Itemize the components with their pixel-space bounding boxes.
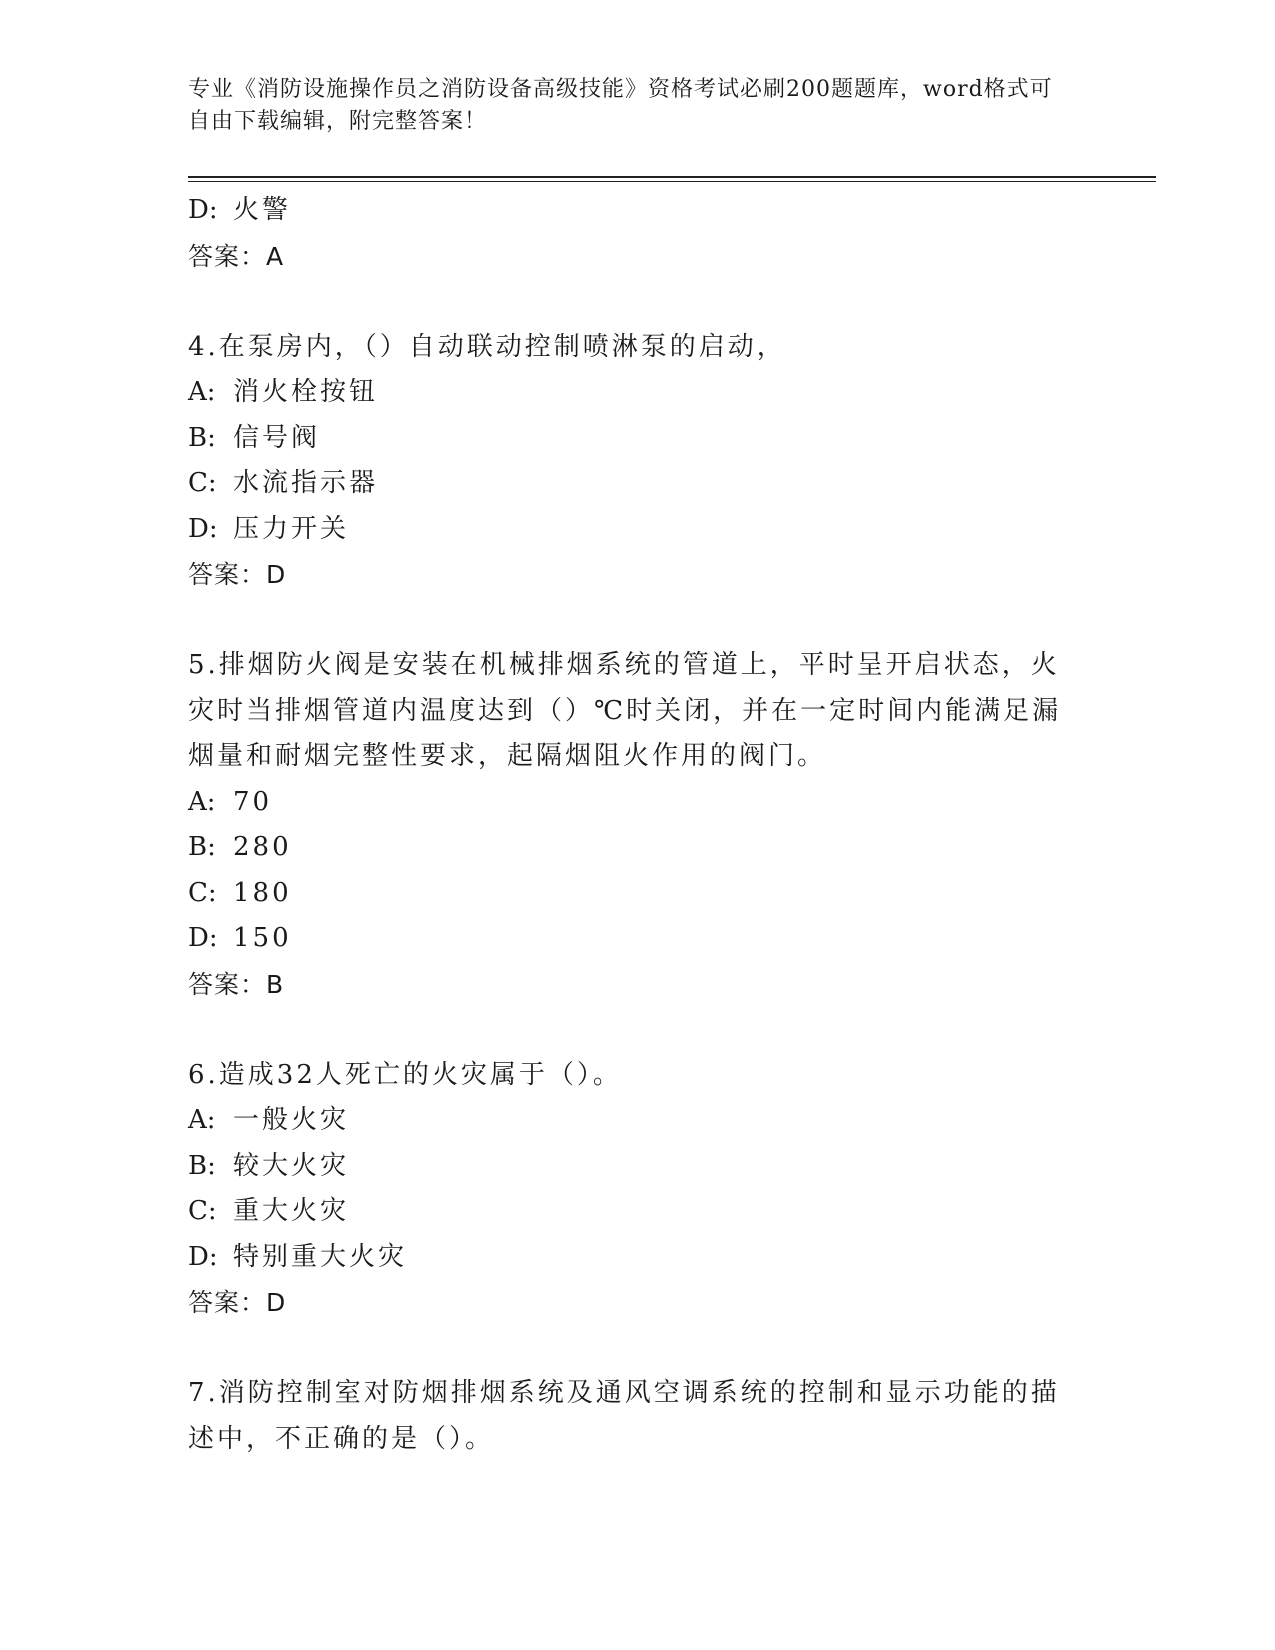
option-label: B:: [188, 422, 216, 453]
answer-line: 答案：D: [188, 560, 287, 589]
option-text: 重大火灾: [233, 1196, 350, 1226]
option-label: C:: [188, 1196, 217, 1226]
option-d: [188, 507, 1068, 553]
option-d: [188, 916, 1068, 962]
option-label: A:: [188, 1105, 216, 1135]
option-c: [188, 1189, 1068, 1235]
option-label: A:: [188, 377, 216, 407]
option-text: 水流指示器: [233, 468, 379, 498]
option-text: 信号阀: [233, 422, 321, 453]
answer-line: 答案：B: [188, 969, 285, 999]
question-5: [188, 643, 1068, 1007]
question-text: 5.排烟防火阀是安装在机械排烟系统的管道上，平时呈开启状态，火灾时当排烟管道内温度达到（）℃时关闭，并在一定时间内能满足漏烟量和耐烟完整性要求，起隔烟阻火作用的阀门。: [188, 650, 1062, 771]
option-label: C:: [188, 877, 217, 908]
option-label: B:: [188, 1150, 216, 1181]
answer-line: 答案：D: [188, 1288, 287, 1317]
option-text: 一般火灾: [233, 1105, 350, 1135]
question-4: [188, 325, 1068, 598]
option-label: A:: [188, 786, 216, 817]
option-text: 较大火灾: [233, 1150, 350, 1181]
option-b: [188, 1144, 1068, 1190]
question-7: [188, 1371, 1068, 1462]
answer-line: 答案：A: [188, 241, 285, 271]
header-rule-thick: [188, 176, 1156, 178]
header-rule-thin: [188, 181, 1156, 182]
spacer: [188, 598, 1068, 644]
question-text: 6.造成32人死亡的火灾属于（）。: [188, 1059, 622, 1090]
option-label: D:: [188, 923, 218, 953]
spacer: [188, 1007, 1068, 1053]
option-a: [188, 780, 1068, 826]
option-d: [188, 1235, 1068, 1281]
question-text: 4.在泵房内，（）自动联动控制喷淋泵的启动，: [188, 331, 786, 362]
option-text: 火警: [233, 195, 292, 225]
option-c: [188, 461, 1068, 507]
question-list: [188, 188, 1068, 1462]
option-label: D:: [188, 1241, 218, 1272]
question-text: 7.消防控制室对防烟排烟系统及通风空调系统的控制和显示功能的描述中，不正确的是（）。: [188, 1378, 1060, 1454]
option-c: [188, 871, 1068, 917]
option-text: 180: [233, 877, 292, 908]
option-text: 280: [233, 832, 292, 862]
option-a: [188, 1098, 1068, 1144]
option-label: B:: [188, 832, 216, 862]
question-6: [188, 1053, 1068, 1326]
spacer: [188, 279, 1068, 325]
option-label: D:: [188, 513, 218, 544]
option-b: [188, 416, 1068, 462]
option-text: 150: [233, 923, 292, 953]
option-d: [188, 188, 1068, 234]
page-header: 专业《消防设施操作员之消防设备高级技能》资格考试必刷200题题库，word格式可自由下载编辑，附完整答案！: [188, 77, 1053, 134]
option-text: 70: [233, 786, 273, 817]
option-text: 压力开关: [233, 513, 350, 544]
option-label: C:: [188, 468, 217, 498]
option-text: 特别重大火灾: [233, 1241, 408, 1272]
option-text: 消火栓按钮: [233, 377, 379, 407]
option-label: D:: [188, 195, 218, 225]
option-b: [188, 825, 1068, 871]
spacer: [188, 1326, 1068, 1372]
option-a: [188, 370, 1068, 416]
